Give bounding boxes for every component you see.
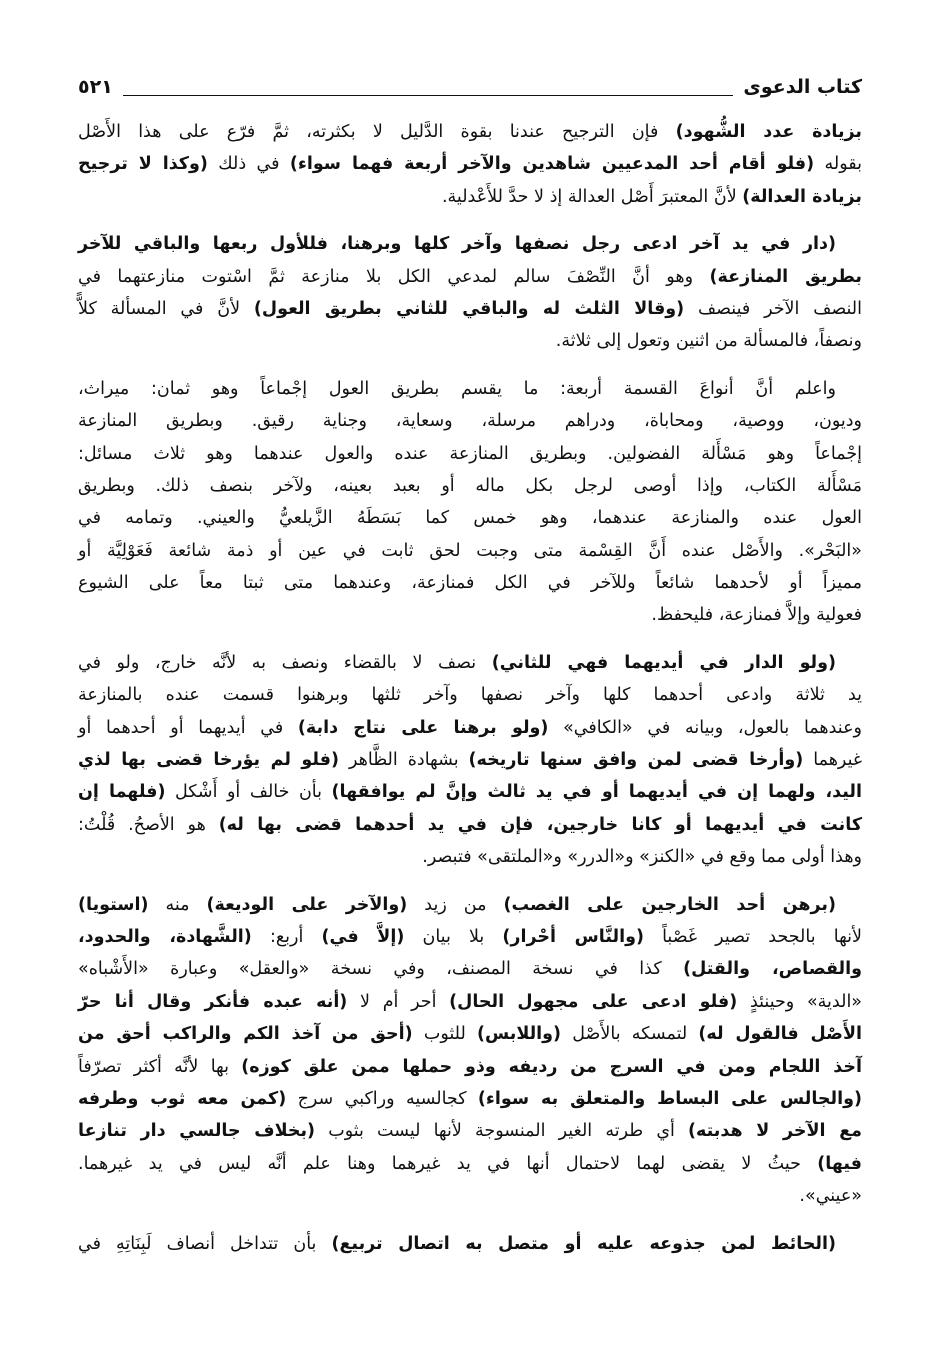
sharh-text: أربع: (251, 926, 322, 947)
sharh-text: نصف لا بالقضاء ونصف به لأنَّه خارج، ولو في (78, 652, 492, 673)
paragraph (78, 228, 862, 358)
paragraph (78, 889, 862, 1213)
matn-text: (والنَّاس أحْرار) (502, 926, 644, 947)
sharh-text: منه (148, 894, 207, 915)
sharh-text: «عيني». (799, 1186, 862, 1207)
matn-text: (إلاَّ في) (321, 926, 405, 947)
paragraph (78, 116, 862, 213)
page-number: ٥٢١ (78, 76, 113, 98)
sharh-text: للثوب (412, 1024, 478, 1045)
sharh-text: هو الأصحُ. قُلْتُ: (78, 814, 219, 835)
sharh-text: فإن الترجيح عندنا بقوة الدَّليل لا بكثرته، ثمَّ فرّع على هذا الأَصْل (78, 122, 676, 142)
matn-text: (وكذا لا ترجيح (78, 154, 208, 175)
matn-text: بطريق المنازعة) (709, 266, 862, 287)
sharh-text: فعولية وإلاَّ فمنازعة، فليحفظ. (651, 605, 862, 626)
matn-text: (ولو برهنا على نتاج دابة) (297, 717, 549, 738)
matn-text: (كمن معه ثوب وطرفه (78, 1088, 287, 1109)
sharh-text: كذا في نسخة المصنف، وفي نسخة «والعقل» وعبارة «الأَشْباه» (78, 959, 684, 980)
text-line (78, 148, 862, 180)
sharh-text: في ذلك (207, 154, 290, 175)
matn-text: الأَصْل فالقول له) (698, 1024, 862, 1045)
text-line (78, 647, 862, 679)
matn-text: فيها) (817, 1153, 862, 1174)
text-line (78, 405, 862, 437)
sharh-text: بأن خالف أو أَشْكل (165, 782, 332, 803)
sharh-text: غيرهما (803, 750, 863, 771)
matn-text: (دار في يد آخر ادعى رجل نصفها وآخر كلها وبرهنا، فللأول ربعها والباقي للآخر (78, 234, 836, 255)
text-line (78, 438, 862, 470)
sharh-text: مَسْأَلة الكتاب، وإذا أوصى لرجل بكل ماله أو بعبد بعينه، ولآخر بنصف ذلك. وبطريق (78, 475, 862, 496)
matn-text: بزيادة العدالة) (742, 186, 862, 207)
sharh-text: بأن تتداخل أنصاف لَبِنَاتِهِ في (78, 1233, 332, 1254)
matn-text: مع الآخر لا هدبته) (688, 1121, 862, 1142)
text-line (78, 599, 862, 631)
sharh-text: لأنَّ في المسألة كلاًّ (78, 298, 254, 319)
sharh-text: «الدية» وحينئذٍ (737, 991, 863, 1012)
paragraph (78, 1228, 862, 1260)
text-line (78, 953, 862, 985)
matn-text: (الحائط لمن جذوعه عليه أو متصل به اتصال تربيع) (331, 1233, 837, 1254)
sharh-text: لتمسكه بالأَصْل (561, 1024, 699, 1045)
text-line (78, 325, 862, 357)
sharh-text: النصف الآخر فينصف (684, 298, 862, 319)
text-line (78, 293, 862, 325)
matn-text: (فلو لم يؤرخا قضى بها لذي (78, 750, 340, 771)
matn-text: (فلهما إن (78, 782, 166, 803)
text-line (78, 1115, 862, 1147)
sharh-text: وهو أنَّ النِّصْفَ سالم لمدعي الكل بلا منازعة ثمَّ اسْتوت منازعتهما في (78, 266, 710, 287)
matn-text: (أحق من آخذ الكم والراكب أحق من (78, 1024, 413, 1045)
matn-text: (وقالا الثلث له والباقي للثاني بطريق العول) (253, 298, 685, 319)
text-line (78, 1051, 862, 1083)
matn-text: (استويا) (78, 894, 149, 915)
sharh-text: العول عنده والمنازعة عندهما، وهو خمس كما بَسَطَهُ الزَّيلعيُّ والعيني. وتمامه في (78, 508, 862, 529)
matn-text: (الشَّهادة، والحدود، (78, 926, 252, 947)
text-line (78, 921, 862, 953)
sharh-text: وديون، ووصية، ومحاباة، ودراهم مرسلة، وسعاية، وجناية رقيق. وبطريق المنازعة (78, 411, 862, 432)
matn-text: آخذ اللجام ومن في السرج من رديفه وذو حملها ممن علق كوزه) (241, 1056, 862, 1077)
page-body (78, 116, 862, 1275)
sharh-text: لأنها بالجحد تصير غَصْباً (643, 926, 862, 947)
text-line (78, 1148, 862, 1180)
text-line (78, 228, 862, 260)
text-line (78, 470, 862, 502)
matn-text: (والآخر على الوديعة) (206, 894, 408, 915)
header-rule (123, 95, 734, 96)
text-line (78, 1228, 862, 1260)
text-line (78, 535, 862, 567)
text-line (78, 1018, 862, 1050)
text-line (78, 1083, 862, 1115)
sharh-text: أحر أم لا (347, 991, 450, 1012)
text-line (78, 744, 862, 776)
sharh-text: لأنَّ المعتبرَ أَصْل العدالة إذ لا حدَّ للأَعْدلية. (441, 186, 743, 207)
text-line (78, 841, 862, 873)
sharh-text: ونصفاً، فالمسألة من اثنين وتعول إلى ثلاثة. (555, 331, 862, 352)
sharh-text: يد ثلاثة وادعى أحدهما كلها وآخر نصفها وآخر ثلثها وبرهنوا قسمت عنده بالمنازعة (78, 685, 862, 706)
matn-text: (بخلاف جالسي دار تنازعا (78, 1121, 316, 1142)
sharh-text: أي طرته الغير المنسوجة لأنها ليست بثوب (315, 1121, 689, 1142)
sharh-text: بقوله (814, 154, 863, 175)
matn-text: بزيادة عدد الشُّهود) (675, 122, 862, 142)
matn-text: (فلو أقام أحد المدعيين شاهدين والآخر أربعة فهما سواء) (289, 154, 815, 175)
text-line (78, 502, 862, 534)
sharh-text: بها لأنَّه أكثر تصرّفاً (78, 1056, 242, 1077)
matn-text: اليد، ولهما إن في أيديهما أو في يد ثالث وإنَّ لم يوافقها) (331, 782, 863, 803)
chapter-title: كتاب الدعوى (743, 76, 862, 98)
paragraph (78, 373, 862, 632)
sharh-text: وهذا أولى مما وقع في «الكنز» و«الدرر» و«الملتقى» فتبصر. (422, 847, 862, 868)
sharh-text: «البَحْر». والأَصْل عنده أَنَّ القِسْمة متى وجبت لحق ثابت في عين أو ذمة شائعة فَعَوْلِيَّة أو (78, 540, 862, 561)
sharh-text: بشهادة الظَّاهر (339, 750, 469, 771)
paragraph (78, 647, 862, 874)
text-line (78, 116, 862, 148)
page-header (78, 72, 862, 102)
text-line (78, 261, 862, 293)
text-line (78, 679, 862, 711)
sharh-text: بلا بيان (404, 926, 503, 947)
matn-text: (والجالس على البساط والمتعلق به سواء) (477, 1088, 862, 1109)
text-line (78, 986, 862, 1018)
text-line (78, 776, 862, 808)
text-line (78, 809, 862, 841)
matn-text: (فلو ادعى على مجهول الحال) (449, 991, 738, 1012)
text-line (78, 567, 862, 599)
sharh-text: حيثُ لا يقضى لهما لاحتمال أنها في يد غيرهما وهنا علم أنَّه ليس في يد غيرهما. (78, 1153, 818, 1174)
text-line (78, 181, 862, 213)
text-line (78, 1180, 862, 1212)
sharh-text: واعلم أنَّ أنواعَ القسمة أربعة: ما يقسم بطريق العول إجْماعاً وهو ثمان: ميراث، (78, 378, 836, 399)
matn-text: كانت في أيديهما أو كانا خارجين، فإن في يد أحدهما قضى بها له) (218, 814, 863, 835)
sharh-text: وعندهما بالعول، وبيانه في «الكافي» (548, 717, 862, 738)
matn-text: (برهن أحد الخارجين على الغصب) (503, 894, 836, 915)
matn-text: (أنه عبده فأنكر وقال أنا حرّ (78, 991, 348, 1012)
sharh-text: إجْماعاً وهو مَسْأَلة الفضولين. وبطريق المنازعة عنده والعول عندهما وهو ثلاث مسائل: (78, 443, 862, 464)
text-line (78, 712, 862, 744)
matn-text: (واللابس) (477, 1024, 562, 1045)
text-line (78, 373, 862, 405)
matn-text: (ولو الدار في أيديهما فهي للثاني) (491, 652, 836, 673)
sharh-text: من زيد (407, 894, 504, 915)
sharh-text: في أيديهما أو أحدهما أو (78, 717, 298, 738)
sharh-text: كجالسيه وراكبي سرج (286, 1088, 478, 1109)
matn-text: (وأرخا قضى لمن وافق سنها تاريخه) (468, 750, 804, 771)
text-line (78, 889, 862, 921)
matn-text: والقصاص، والقتل) (683, 959, 862, 980)
sharh-text: مميزاً أو لأحدهما شائعاً وللآخر في الكل فمنازعة، وعندهما متى ثبتا معاً على الشيوع (78, 573, 862, 594)
